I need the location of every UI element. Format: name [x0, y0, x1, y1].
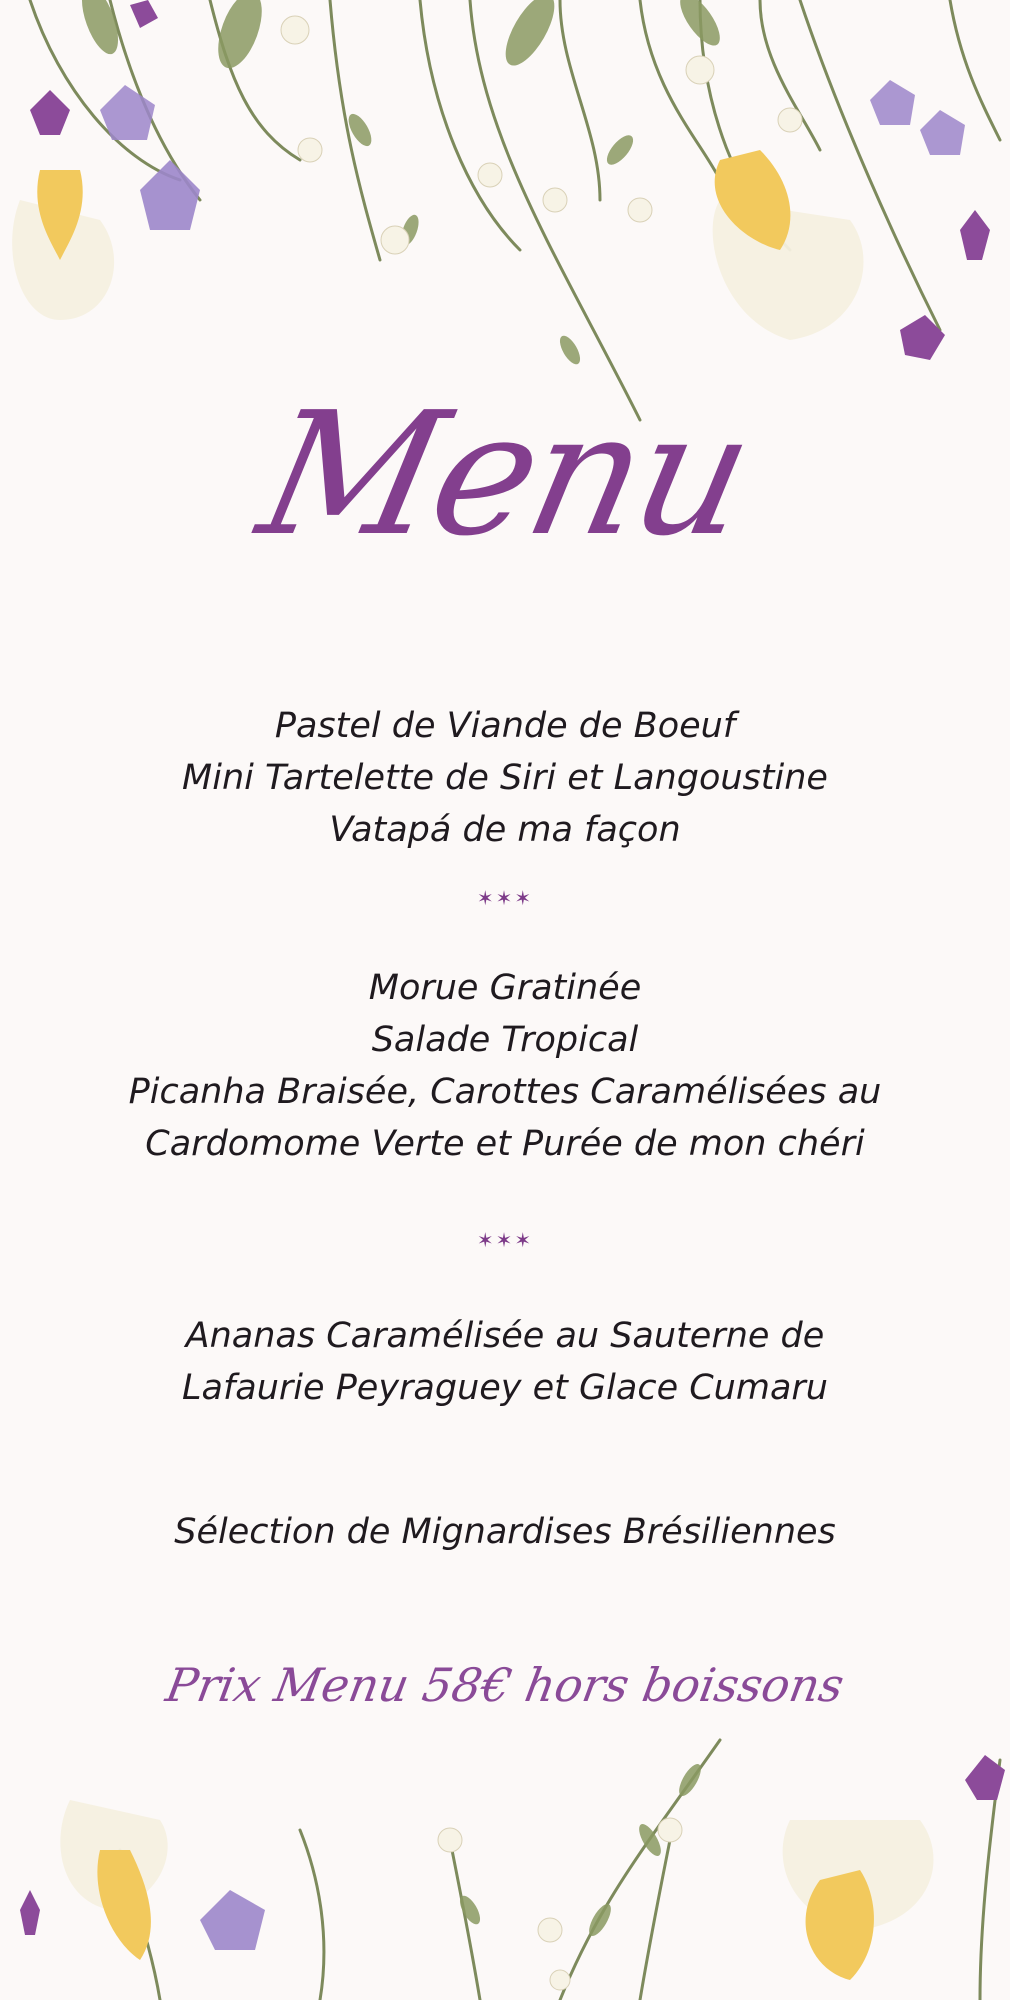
dish: Salade Tropical: [371, 1020, 639, 1060]
dish: Ananas Caramélisée au Sauterne de: [185, 1316, 825, 1356]
dish: Picanha Braisée, Carottes Caramélisées au: [128, 1072, 882, 1112]
dish: Cardomome Verte et Purée de mon chéri: [145, 1124, 865, 1164]
course-mignardises: [0, 1506, 1010, 1558]
dish: Vatapá de ma façon: [329, 810, 681, 850]
course-starters: [0, 700, 1010, 856]
menu-title: Menu: [245, 376, 765, 574]
dish: Mini Tartelette de Siri et Langoustine: [182, 758, 828, 798]
wildflower-border-bottom: [0, 1720, 1010, 2000]
course-dessert: [0, 1310, 1010, 1414]
separator: ✶✶✶: [476, 1228, 534, 1252]
dish: Pastel de Viande de Boeuf: [274, 706, 736, 746]
dish: Morue Gratinée: [368, 968, 642, 1008]
dish: Sélection de Mignardises Brésiliennes: [174, 1512, 836, 1552]
menu-price: Prix Menu 58€ hors boissons: [162, 1658, 848, 1712]
separator: ✶✶✶: [476, 886, 534, 910]
course-mains: [0, 962, 1010, 1170]
wildflower-border-top: [0, 0, 1010, 440]
dish: Lafaurie Peyraguey et Glace Cumaru: [182, 1368, 828, 1408]
